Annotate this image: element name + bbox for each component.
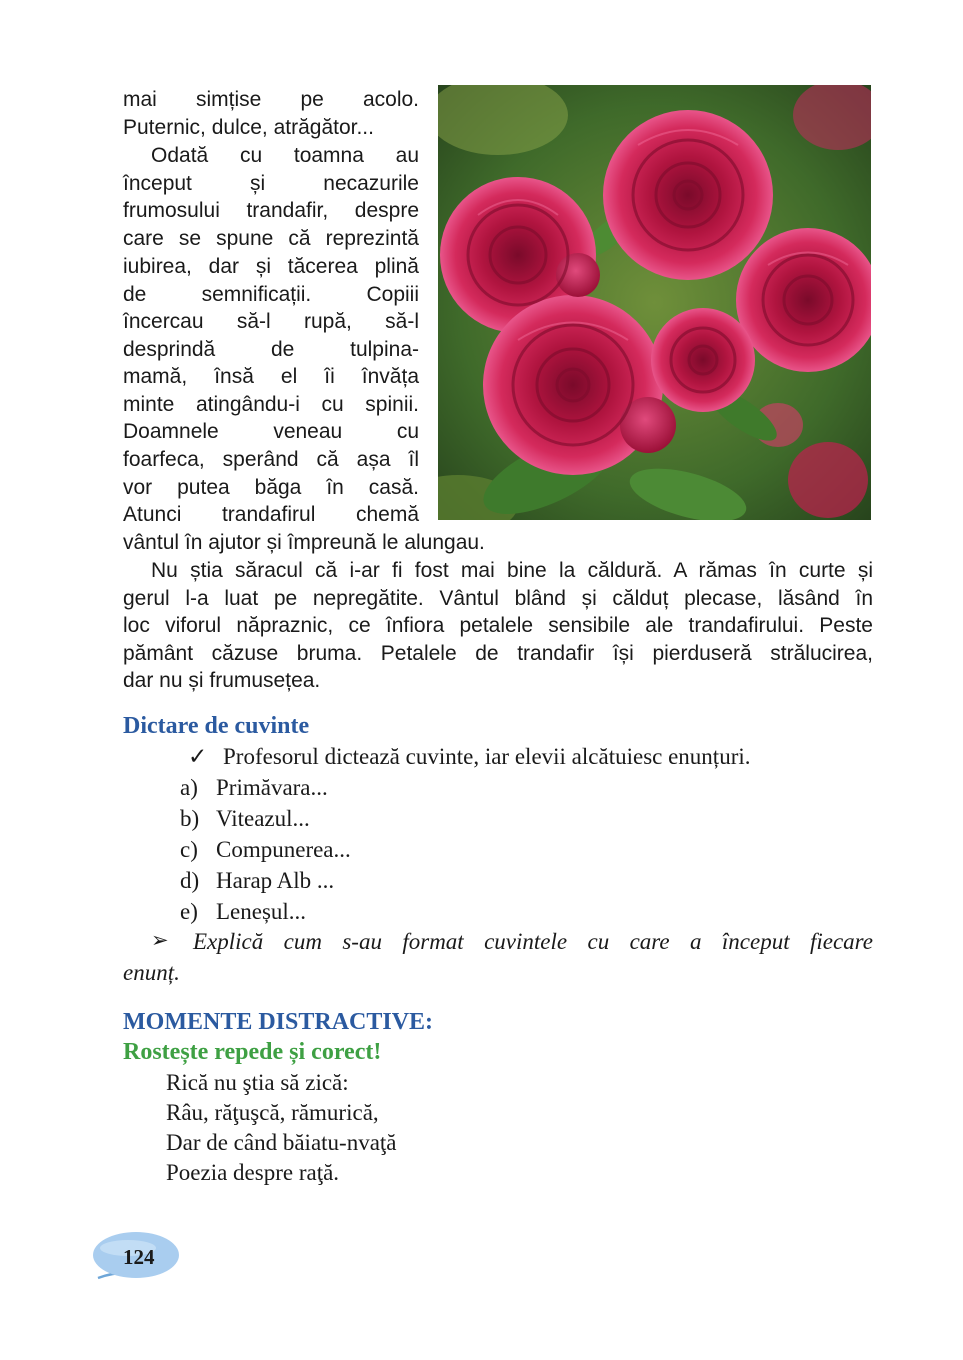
item-text-e: Leneșul... <box>216 899 307 924</box>
story-line-4: început și necazurile <box>123 172 419 195</box>
task-line-2: enunț. <box>123 960 180 985</box>
item-letter-e: e) <box>180 899 198 924</box>
poem-line-4: Poezia despre raţă. <box>166 1160 340 1185</box>
story-line-8: de semnificații. Copiii <box>123 283 419 306</box>
fun-heading: MOMENTE DISTRACTIVE: <box>123 1009 434 1035</box>
story-line-2: Puternic, dulce, atrăgător... <box>123 116 374 139</box>
story-line-17: vântul în ajutor și împreună le alungau. <box>123 531 485 554</box>
item-letter-b: b) <box>180 806 200 831</box>
story-line-11: mamă, însă el îi învăța <box>123 365 419 388</box>
item-text-c: Compunerea... <box>216 837 351 862</box>
story-line-12: minte atingându-i cu spinii. <box>123 393 419 416</box>
item-text-b: Viteazul... <box>216 806 310 831</box>
item-text-d: Harap Alb ... <box>216 868 335 893</box>
item-letter-c: c) <box>180 837 198 862</box>
item-letter-d: d) <box>180 868 200 893</box>
story-full-line-3: loc viforul năpraznic, ce înfiora petalele sensibile ale trandafirului. Peste <box>123 614 873 637</box>
story-line-14: foarfeca, sperând că așa îl <box>123 448 419 471</box>
story-line-10: desprindă de tulpina- <box>123 338 419 361</box>
story-line-1: mai simțise pe acolo. <box>123 88 419 111</box>
dictation-heading: Dictare de cuvinte <box>123 713 310 739</box>
check-mark-icon: ✓ <box>188 744 208 769</box>
story-line-5: frumosului trandafir, despre <box>123 199 419 222</box>
story-line-6: care se spune că reprezintă <box>123 227 419 250</box>
story-line-7: iubirea, dar și tăcerea plină <box>123 255 419 278</box>
story-full-line-4: pământ căzuse bruma. Petalele de trandafir își pierduseră strălucirea, <box>123 642 873 665</box>
page-number: 124 <box>123 1245 155 1269</box>
fun-subheading: Rostește repede și corect! <box>123 1039 382 1065</box>
item-letter-a: a) <box>180 775 198 800</box>
poem-line-2: Râu, răţuşcă, rămurică, <box>166 1100 379 1125</box>
story-line-13: Doamnele veneau cu <box>123 420 419 443</box>
story-full-line-5: dar nu și frumusețea. <box>123 669 321 692</box>
rose-photo <box>438 85 871 520</box>
poem-line-1: Rică nu ştia să zică: <box>166 1070 349 1095</box>
arrow-bullet-icon: ➢ <box>151 928 169 952</box>
item-text-a: Primăvara... <box>216 775 328 800</box>
task-line-1: Explică cum s-au format cuvintele cu care a început fiecare <box>193 929 873 954</box>
story-line-9: încercau să-l rupă, să-l <box>123 310 419 333</box>
story-line-16: Atunci trandafirul chemă <box>123 503 419 526</box>
story-line-3: Odată cu toamna au <box>151 144 419 167</box>
story-full-line-2: gerul l-a luat pe nepregătite. Vântul blând și călduț plecase, lăsând în <box>123 587 873 610</box>
dictation-instruction: Profesorul dictează cuvinte, iar elevii alcătuiesc enunțuri. <box>223 744 751 769</box>
story-line-15: vor putea băga în casă. <box>123 476 419 499</box>
poem-line-3: Dar de când băiatu-nvaţă <box>166 1130 397 1155</box>
story-full-line-1: Nu știa săracul că i-ar fi fost mai bine la căldură. A rămas în curte și <box>151 559 873 582</box>
